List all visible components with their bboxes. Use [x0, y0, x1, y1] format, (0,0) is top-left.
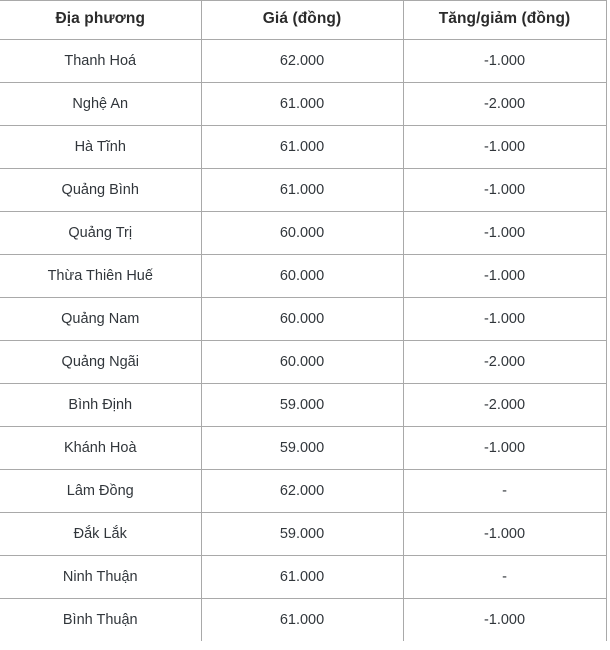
cell-change	[403, 126, 606, 169]
cell-locality-text: Ninh Thuận	[62, 569, 138, 585]
cell-locality-text: Lâm Đồng	[66, 483, 134, 499]
cell-locality	[0, 556, 201, 599]
table-row	[0, 83, 606, 126]
cell-price	[201, 212, 403, 255]
cell-price-text: 60.000	[279, 311, 325, 327]
table-row	[0, 212, 606, 255]
cell-price	[201, 513, 403, 556]
column-header-locality-label: Địa phương	[55, 10, 146, 27]
table-row	[0, 427, 606, 470]
cell-change	[403, 599, 606, 642]
table-row	[0, 298, 606, 341]
table-row	[0, 470, 606, 513]
cell-change	[403, 384, 606, 427]
table-row	[0, 255, 606, 298]
cell-price	[201, 384, 403, 427]
table-body	[0, 40, 606, 642]
cell-locality	[0, 212, 201, 255]
table-row	[0, 341, 606, 384]
cell-change-text: -1.000	[483, 526, 526, 542]
cell-locality	[0, 126, 201, 169]
column-header-change	[403, 1, 606, 40]
cell-price-text: 61.000	[279, 612, 325, 628]
cell-change	[403, 470, 606, 513]
cell-locality-text: Thừa Thiên Huế	[47, 268, 153, 284]
cell-change-text: -1.000	[483, 139, 526, 155]
cell-price	[201, 599, 403, 642]
cell-locality-text: Bình Thuận	[62, 612, 138, 628]
cell-locality	[0, 298, 201, 341]
cell-change-text: -2.000	[483, 354, 526, 370]
table-row	[0, 556, 606, 599]
cell-price	[201, 169, 403, 212]
cell-locality	[0, 427, 201, 470]
cell-price-text: 61.000	[279, 182, 325, 198]
cell-change	[403, 83, 606, 126]
cell-locality-text: Quảng Trị	[68, 225, 133, 241]
cell-change-text: -1.000	[483, 612, 526, 628]
cell-change-text: -1.000	[483, 225, 526, 241]
table-row	[0, 169, 606, 212]
cell-locality	[0, 599, 201, 642]
cell-price	[201, 40, 403, 83]
cell-price	[201, 126, 403, 169]
cell-locality-text: Thanh Hoá	[64, 53, 137, 69]
cell-change	[403, 427, 606, 470]
cell-locality	[0, 341, 201, 384]
cell-price	[201, 427, 403, 470]
column-header-change-label: Tăng/giảm (đồng)	[438, 10, 571, 27]
cell-locality-text: Nghệ An	[72, 96, 129, 112]
cell-change-text: -1.000	[483, 182, 526, 198]
cell-price	[201, 255, 403, 298]
cell-change	[403, 341, 606, 384]
cell-locality	[0, 255, 201, 298]
cell-change	[403, 513, 606, 556]
cell-price	[201, 341, 403, 384]
cell-locality-text: Khánh Hoà	[63, 440, 137, 456]
cell-change	[403, 298, 606, 341]
cell-locality-text: Bình Định	[68, 397, 133, 413]
cell-change	[403, 212, 606, 255]
cell-locality-text: Quảng Nam	[61, 311, 140, 327]
table-row	[0, 126, 606, 169]
cell-locality	[0, 40, 201, 83]
cell-locality-text: Hà Tĩnh	[74, 139, 126, 155]
cell-locality-text: Đắk Lắk	[73, 526, 127, 542]
cell-locality	[0, 384, 201, 427]
cell-price-text: 59.000	[279, 526, 325, 542]
cell-change	[403, 40, 606, 83]
cell-change	[403, 556, 606, 599]
cell-locality-text: Quảng Ngãi	[61, 354, 139, 370]
cell-change-text: -	[502, 483, 507, 499]
cell-locality	[0, 83, 201, 126]
cell-price-text: 60.000	[279, 354, 325, 370]
cell-price	[201, 470, 403, 513]
cell-change-text: -1.000	[483, 268, 526, 284]
cell-price-text: 61.000	[279, 96, 325, 112]
cell-price-text: 61.000	[279, 139, 325, 155]
cell-price-text: 59.000	[279, 440, 325, 456]
cell-price-text: 62.000	[279, 53, 325, 69]
table-header	[0, 1, 606, 40]
cell-locality	[0, 169, 201, 212]
table-row	[0, 40, 606, 83]
cell-price	[201, 556, 403, 599]
cell-change	[403, 255, 606, 298]
cell-price-text: 60.000	[279, 268, 325, 284]
cell-price-text: 59.000	[279, 397, 325, 413]
cell-change-text: -2.000	[483, 96, 526, 112]
cell-change-text: -	[502, 569, 507, 585]
table-row	[0, 384, 606, 427]
cell-price	[201, 298, 403, 341]
table-row	[0, 599, 606, 642]
cell-price	[201, 83, 403, 126]
header-row	[0, 1, 606, 40]
cell-price-text: 60.000	[279, 225, 325, 241]
column-header-price-label: Giá (đồng)	[262, 10, 342, 27]
cell-price-text: 61.000	[279, 569, 325, 585]
column-header-locality	[0, 1, 201, 40]
column-header-price	[201, 1, 403, 40]
cell-locality	[0, 513, 201, 556]
cell-change	[403, 169, 606, 212]
cell-change-text: -1.000	[483, 311, 526, 327]
table-row	[0, 513, 606, 556]
cell-change-text: -2.000	[483, 397, 526, 413]
cell-change-text: -1.000	[483, 53, 526, 69]
cell-price-text: 62.000	[279, 483, 325, 499]
cell-locality	[0, 470, 201, 513]
cell-locality-text: Quảng Bình	[61, 182, 139, 198]
cell-change-text: -1.000	[483, 440, 526, 456]
